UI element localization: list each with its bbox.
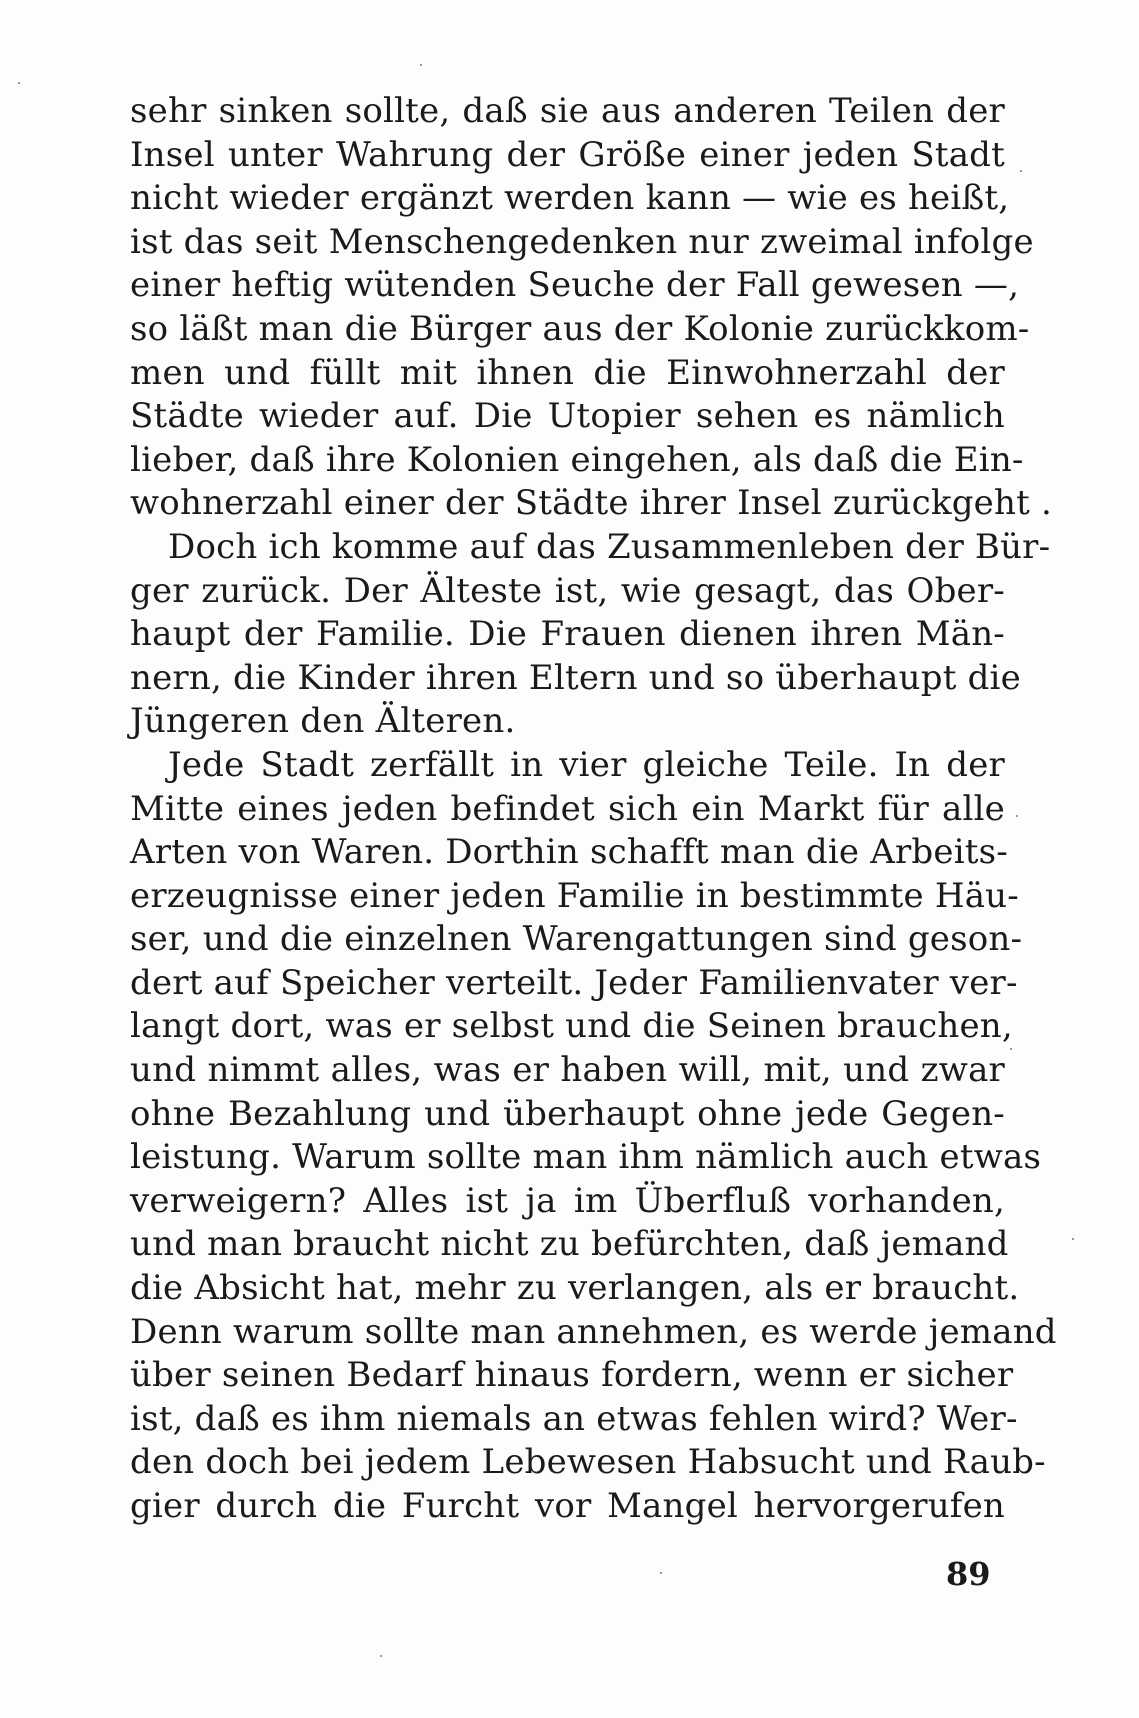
text-line: Arten von Waren. Dorthin schafft man die Arbeits- xyxy=(130,832,1008,873)
print-speck xyxy=(1072,1238,1074,1240)
print-speck xyxy=(18,82,20,84)
print-speck xyxy=(660,1572,662,1574)
text-line: ger zurück. Der Älteste ist, wie gesagt, das Ober- xyxy=(130,570,1005,611)
text-line: über seinen Bedarf hinaus fordern, wenn er sicher xyxy=(130,1355,1014,1396)
text-line: und nimmt alles, was er haben will, mit, und zwar xyxy=(130,1050,1005,1091)
text-line: haupt der Familie. Die Frauen dienen ihren Män- xyxy=(130,614,1005,655)
text-line: langt dort, was er selbst und die Seinen brauchen, xyxy=(130,1006,1013,1047)
text-line: leistung. Warum sollte man ihm nämlich auch etwas xyxy=(130,1137,1042,1178)
text-line: und man braucht nicht zu befürchten, daß jemand xyxy=(130,1224,1009,1265)
paragraph-start-line: Doch ich komme auf das Zusammenleben der Bür- xyxy=(168,526,1051,567)
text-line: ohne Bezahlung und überhaupt ohne jede Gegen- xyxy=(130,1093,1005,1134)
text-line: dert auf Speicher verteilt. Jeder Familienvater ver- xyxy=(130,962,1018,1003)
print-speck xyxy=(420,64,422,66)
print-speck xyxy=(1020,170,1022,172)
text-line: ser, und die einzelnen Warengattungen sind geson- xyxy=(130,919,1023,960)
page-number: 89 xyxy=(946,1555,991,1593)
text-line: so läßt man die Bürger aus der Kolonie zurückkom- xyxy=(130,308,1030,349)
text-line: Mitte eines jeden befindet sich ein Markt für alle xyxy=(130,788,1005,829)
body-text xyxy=(130,90,1057,1529)
print-speck xyxy=(380,1655,382,1657)
print-speck xyxy=(1010,1048,1012,1050)
text-line: die Absicht hat, mehr zu verlangen, als er braucht. xyxy=(130,1268,1020,1309)
text-line: sehr sinken sollte, daß sie aus anderen Teilen der xyxy=(130,91,1005,131)
print-speck xyxy=(1016,815,1018,817)
text-line: Denn warum sollte man annehmen, es werde jemand xyxy=(130,1311,1057,1352)
text-line: nicht wieder ergänzt werden kann — wie es heißt, xyxy=(130,178,1010,219)
text-line: Insel unter Wahrung der Größe einer jeden Stadt xyxy=(130,134,1005,175)
text-line: Städte wieder auf. Die Utopier sehen es nämlich xyxy=(130,396,1005,437)
text-line: ist, daß es ihm niemals an etwas fehlen wird? Wer- xyxy=(130,1398,1018,1439)
text-line: gier durch die Furcht vor Mangel hervorgerufen xyxy=(130,1486,1005,1526)
text-line: Jüngeren den Älteren. xyxy=(130,701,516,742)
text-line: men und füllt mit ihnen die Einwohnerzahl der xyxy=(130,352,1005,393)
text-line: nern, die Kinder ihren Eltern und so überhaupt die xyxy=(130,657,1021,698)
text-line: den doch bei jedem Lebewesen Habsucht und Raub- xyxy=(130,1442,1046,1483)
text-line: verweigern? Alles ist ja im Überfluß vorhanden, xyxy=(130,1180,1005,1221)
text-line: wohnerzahl einer der Städte ihrer Insel zurückgeht . xyxy=(130,483,1052,524)
text-line: lieber, daß ihre Kolonien eingehen, als daß die Ein- xyxy=(130,439,1024,480)
paragraph-start-line: Jede Stadt zerfällt in vier gleiche Teile. In der xyxy=(168,744,1005,785)
text-line: ist das seit Menschengedenken nur zweimal infolge xyxy=(130,221,1034,262)
text-line: erzeugnisse einer jeden Familie in bestimmte Häu- xyxy=(130,875,1019,916)
text-line: einer heftig wütenden Seuche der Fall gewesen —, xyxy=(130,265,1020,306)
